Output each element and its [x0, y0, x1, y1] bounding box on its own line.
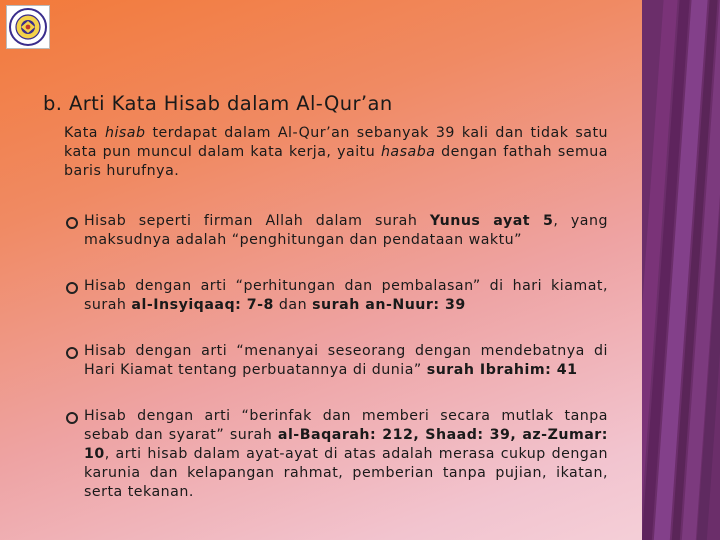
list-item	[66, 407, 608, 502]
item-text: Hisab dengan arti “menanyai seseorang dengan mendebatnya di Hari Kiamat tentang perbuatannya di dunia”	[84, 343, 608, 378]
item-text: , arti hisab dalam ayat-ayat di atas adalah merasa cukup dengan karunia dan kelapangan rahmat, pemberian tanpa pujian, ikatan, serta tekanan.	[84, 446, 608, 500]
item-text: Hisab dengan arti “perhitungan dan pembalasan” di hari kiamat, surah	[84, 278, 608, 313]
intro-text: terdapat dalam Al-Qur’an sebanyak 39 kali dan tidak satu kata pun muncul dalam kata kerja, yaitu	[64, 125, 609, 160]
list-item	[66, 277, 608, 315]
intro-term-hisab: hisab	[104, 125, 146, 141]
intro-paragraph	[64, 124, 608, 181]
bullet-list	[66, 212, 608, 502]
item-text: , yang maksudnya adalah “penghitungan dan pendataan waktu”	[84, 213, 608, 248]
bullet-circle-icon	[66, 282, 78, 294]
item-reference: al-Insyiqaaq: 7-8	[131, 297, 274, 313]
bullet-circle-icon	[66, 347, 78, 359]
section-heading: b. Arti Kata Hisab dalam Al-Qur’an	[43, 92, 393, 115]
bullet-circle-icon	[66, 217, 78, 229]
item-reference: surah Ibrahim: 41	[426, 362, 578, 378]
intro-text: dengan fathah semua baris hurufnya.	[64, 144, 608, 179]
item-reference: surah an-Nuur: 39	[312, 297, 466, 313]
intro-term-hasaba: hasaba	[380, 144, 436, 160]
university-seal-icon	[7, 6, 49, 48]
item-reference: Yunus ayat 5	[429, 213, 554, 229]
item-text: Hisab dengan arti “berinfak dan memberi secara mutlak tanpa sebab dan syarat” surah	[84, 408, 608, 443]
list-item	[66, 212, 608, 250]
item-text: dan	[273, 297, 313, 313]
bullet-circle-icon	[66, 412, 78, 424]
intro-text: Kata	[64, 125, 105, 141]
item-text: Hisab seperti firman Allah dalam surah	[84, 213, 430, 229]
university-logo	[6, 5, 50, 49]
list-item	[66, 342, 608, 380]
decorative-stripe	[642, 0, 720, 540]
item-reference: al-Baqarah: 212, Shaad: 39, az-Zumar: 10	[84, 427, 608, 462]
